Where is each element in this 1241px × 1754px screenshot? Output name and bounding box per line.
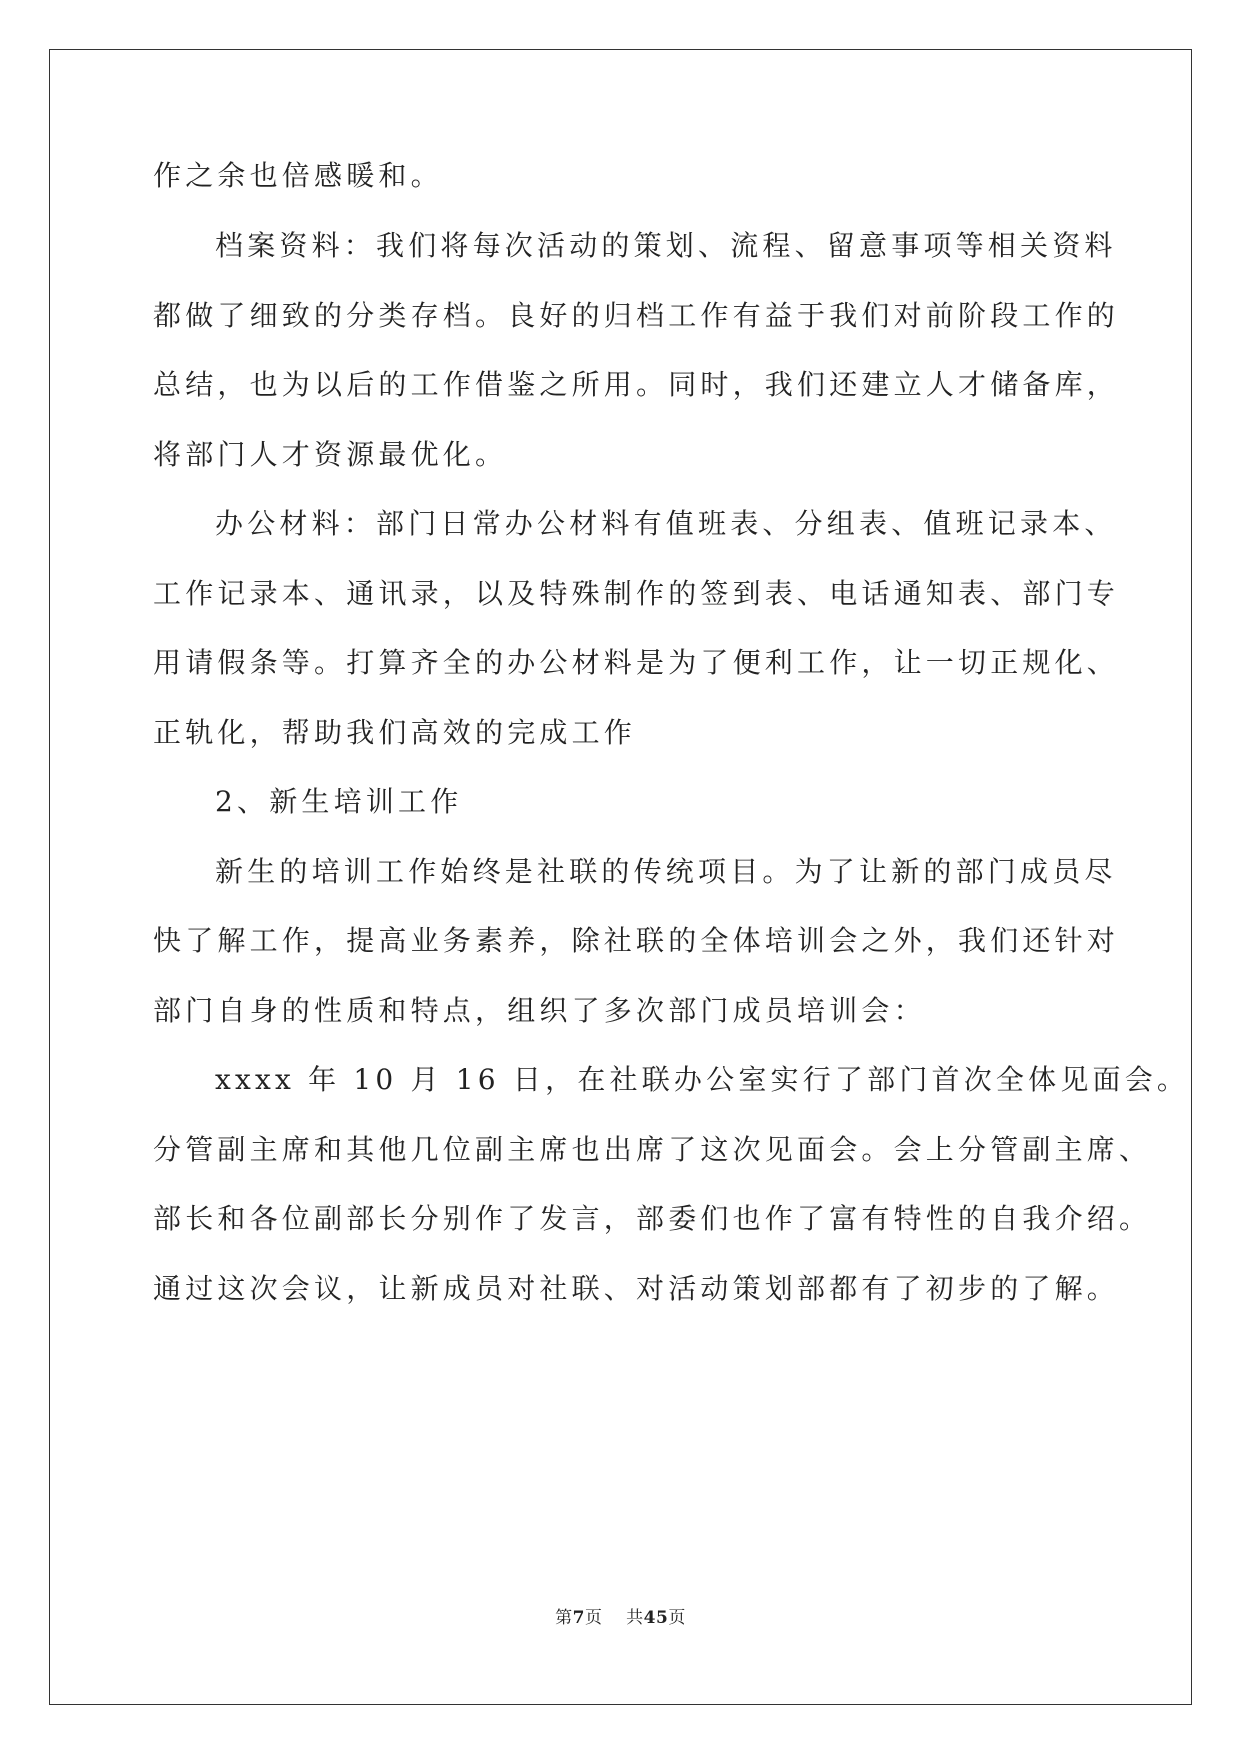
text-line: 作之余也倍感暖和。 [153, 159, 443, 192]
text-line: 新生的培训工作始终是社联的传统项目。为了让新的部门成员尽 [215, 855, 1117, 888]
footer-total-prefix: 共 [626, 1608, 644, 1628]
section-heading: 2、新生培训工作 [215, 785, 463, 818]
text-line: 正轨化，帮助我们高效的完成工作 [153, 716, 637, 749]
text-line: 都做了细致的分类存档。良好的归档工作有益于我们对前阶段工作的 [153, 299, 1120, 332]
text-line: 办公材料：部门日常办公材料有值班表、分组表、值班记录本、 [215, 507, 1117, 540]
text-line: 档案资料：我们将每次活动的策划、流程、留意事项等相关资料 [215, 229, 1117, 262]
text-line: 总结，也为以后的工作借鉴之所用。同时，我们还建立人才储备库， [153, 368, 1120, 401]
text-line: 部长和各位副部长分别作了发言，部委们也作了富有特性的自我介绍。 [153, 1202, 1152, 1235]
text-line: 工作记录本、通讯录，以及特殊制作的签到表、电话通知表、部门专 [153, 577, 1120, 610]
page-footer [0, 1606, 1241, 1630]
text-line: xxxx 年 10 月 16 日，在社联办公室实行了部门首次全体见面会。 [215, 1063, 1190, 1096]
current-page-number: 7 [572, 1608, 586, 1628]
text-line: 用请假条等。打算齐全的办公材料是为了便利工作，让一切正规化、 [153, 646, 1120, 679]
text-line: 部门自身的性质和特点，组织了多次部门成员培训会： [153, 994, 926, 1027]
text-line: 分管副主席和其他几位副主席也出席了这次见面会。会上分管副主席、 [153, 1133, 1152, 1166]
footer-prefix: 第 [555, 1608, 573, 1628]
total-pages-number: 45 [643, 1608, 669, 1628]
footer-page-suffix: 页 [585, 1608, 603, 1628]
footer-total-suffix: 页 [668, 1608, 686, 1628]
text-line: 通过这次会议，让新成员对社联、对活动策划部都有了初步的了解。 [153, 1272, 1120, 1305]
text-line: 快了解工作，提高业务素养，除社联的全体培训会之外，我们还针对 [153, 924, 1120, 957]
text-line: 将部门人才资源最优化。 [153, 438, 508, 471]
